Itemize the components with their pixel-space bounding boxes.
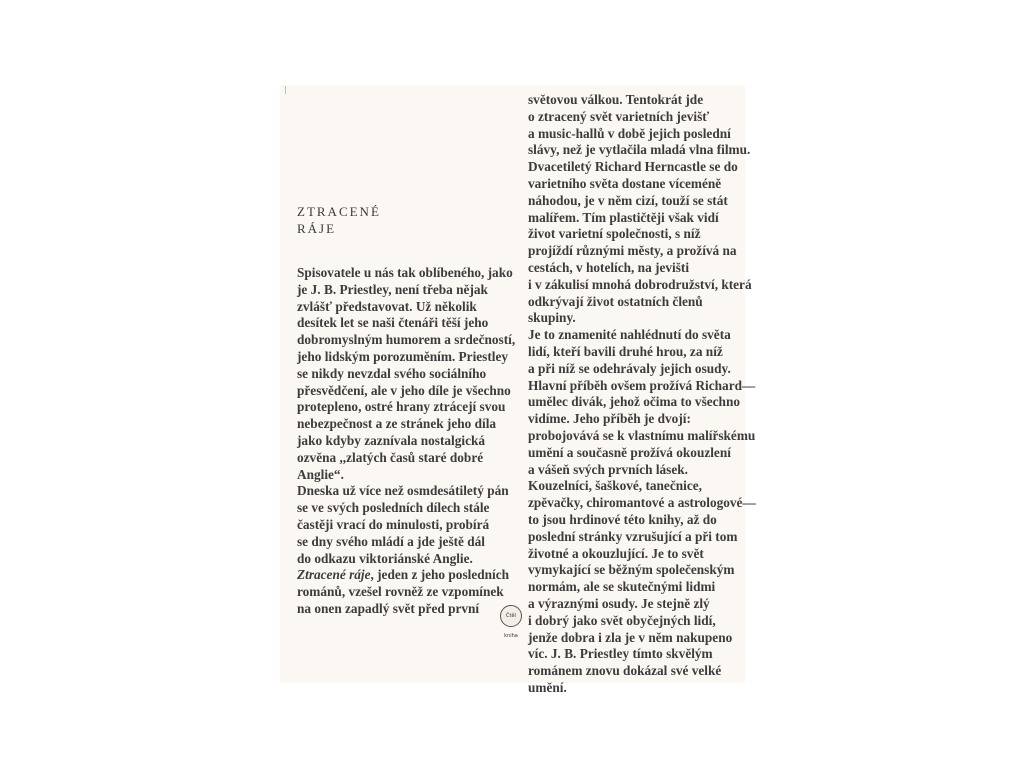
text-line: přesvědčení, ale v jeho díle je všechno xyxy=(297,382,511,398)
text-line: projíždí různými městy, a prožívá na xyxy=(528,243,737,259)
text-line: o ztracený svět varietních jevišť xyxy=(528,108,710,124)
text-line: umění. xyxy=(528,679,567,695)
text-line: i v zákulisí mnohá dobrodružství, která xyxy=(528,276,752,292)
text-line: do odkazu viktoriánské Anglie. xyxy=(297,550,473,566)
right-text-column xyxy=(528,92,756,697)
text-line: se dny svého mládí a jde ještě dál xyxy=(297,533,486,549)
text-line: jeho lidským porozuměním. Priestley xyxy=(297,348,509,364)
text-line: náhodou, je v něm cizí, touží se stát xyxy=(528,192,728,208)
text-line: románem znovu dokázal své velké xyxy=(528,663,722,679)
text-line-book-title: Ztracené ráje, jeden z jeho posledních xyxy=(297,567,509,583)
left-text-column xyxy=(297,265,519,618)
text-line: Hlavní příběh ovšem prožívá Richard— xyxy=(528,377,756,393)
text-line: dobromyslným humorem a srdečností, xyxy=(297,332,516,348)
book-title-italic: Ztracené ráje xyxy=(297,567,371,583)
text-line: to jsou hrdinové této knihy, až do xyxy=(528,511,717,527)
text-line: život varietní společnosti, s níž xyxy=(528,226,701,242)
text-line: románů, vzešel rovněž ze vzpomínek xyxy=(297,584,504,600)
text-line: ozvěna ,,zlatých časů staré dobré xyxy=(297,449,484,465)
text-line: i dobrý jako svět obyčejných lidí, xyxy=(528,612,716,628)
text-line: varietního světa dostane víceméně xyxy=(528,175,722,191)
text-line: lidí, kteří bavili druhé hrou, za níž xyxy=(528,343,723,359)
library-stamp-icon: Čtěl kniha xyxy=(500,605,522,627)
text-line: je J. B. Priestley, není třeba nějak xyxy=(297,281,488,297)
text-line: cestách, v hotelích, na jevišti xyxy=(528,259,690,275)
text-line: zpěvačky, chiromantové a astrologové— xyxy=(528,495,756,511)
text-line: odkrývají život ostatních členů xyxy=(528,293,703,309)
text-line: Dneska už více než osmdesátiletý pán xyxy=(297,483,509,499)
text-line: desítek let se naši čtenáři těší jeho xyxy=(297,315,489,331)
text-line: na onen zapadlý svět před první xyxy=(297,600,480,616)
text-line: Je to znamenité nahlédnutí do světa xyxy=(528,327,731,343)
text-line: a music-hallů v době jejich poslední xyxy=(528,125,731,141)
text-line: životné a okouzlující. Je to svět xyxy=(528,545,704,561)
text-line: zvlášť představovat. Už několik xyxy=(297,298,477,314)
text-line: Kouzelníci, šaškové, tanečnice, xyxy=(528,478,702,494)
text-line: vidíme. Jeho příběh je dvojí: xyxy=(528,411,691,427)
text-line: se ve svých posledních dílech stále xyxy=(297,500,490,516)
text-line: se nikdy nevzdal svého sociálního xyxy=(297,365,487,381)
text-line: a výraznými osudy. Je stejně zlý xyxy=(528,595,710,611)
page-corner-mark xyxy=(285,86,286,94)
text-line: normám, ale se skutečnými lidmi xyxy=(528,579,716,595)
text-line: častěji vrací do minulosti, probírá xyxy=(297,516,490,532)
text-line: Anglie“. xyxy=(297,466,344,482)
page-title xyxy=(297,203,381,237)
text-line: Spisovatele u nás tak oblíbeného, jako xyxy=(297,265,513,280)
text-line: víc. J. B. Priestley tímto skvělým xyxy=(528,646,713,662)
text-line: umění a současně prožívá okouzlení xyxy=(528,444,731,460)
text-line: skupiny. xyxy=(528,310,576,326)
text-line: a při níž se odehrávaly jejich osudy. xyxy=(528,360,731,376)
text-line: malířem. Tím plastičtěji však vidí xyxy=(528,209,719,225)
text-line: umělec divák, jehož očima to všechno xyxy=(528,394,740,410)
text-line: protepleno, ostré hrany ztrácejí svou xyxy=(297,399,506,415)
text-line: slávy, než je vytlačila mladá vlna filmu. xyxy=(528,142,751,158)
text-line: Dvacetiletý Richard Herncastle se do xyxy=(528,159,738,175)
text-line: poslední stránky vzrušující a při tom xyxy=(528,528,738,544)
text-line: probojovává se k vlastnímu malířskému xyxy=(528,427,756,443)
text-line: nebezpečnost a ze stránek jeho díla xyxy=(297,416,497,432)
text-line: vymykající se běžným společenským xyxy=(528,562,735,578)
title-line-2: RÁJE xyxy=(297,221,337,236)
text-line: jenže dobra i zla je v něm nakupeno xyxy=(528,629,733,645)
text-line: jako kdyby zaznívala nostalgická xyxy=(297,432,486,448)
text-line: a vášeň svých prvních lásek. xyxy=(528,461,688,477)
text-line: světovou válkou. Tentokrát jde xyxy=(528,92,704,107)
title-line-1: ZTRACENÉ xyxy=(297,204,381,219)
